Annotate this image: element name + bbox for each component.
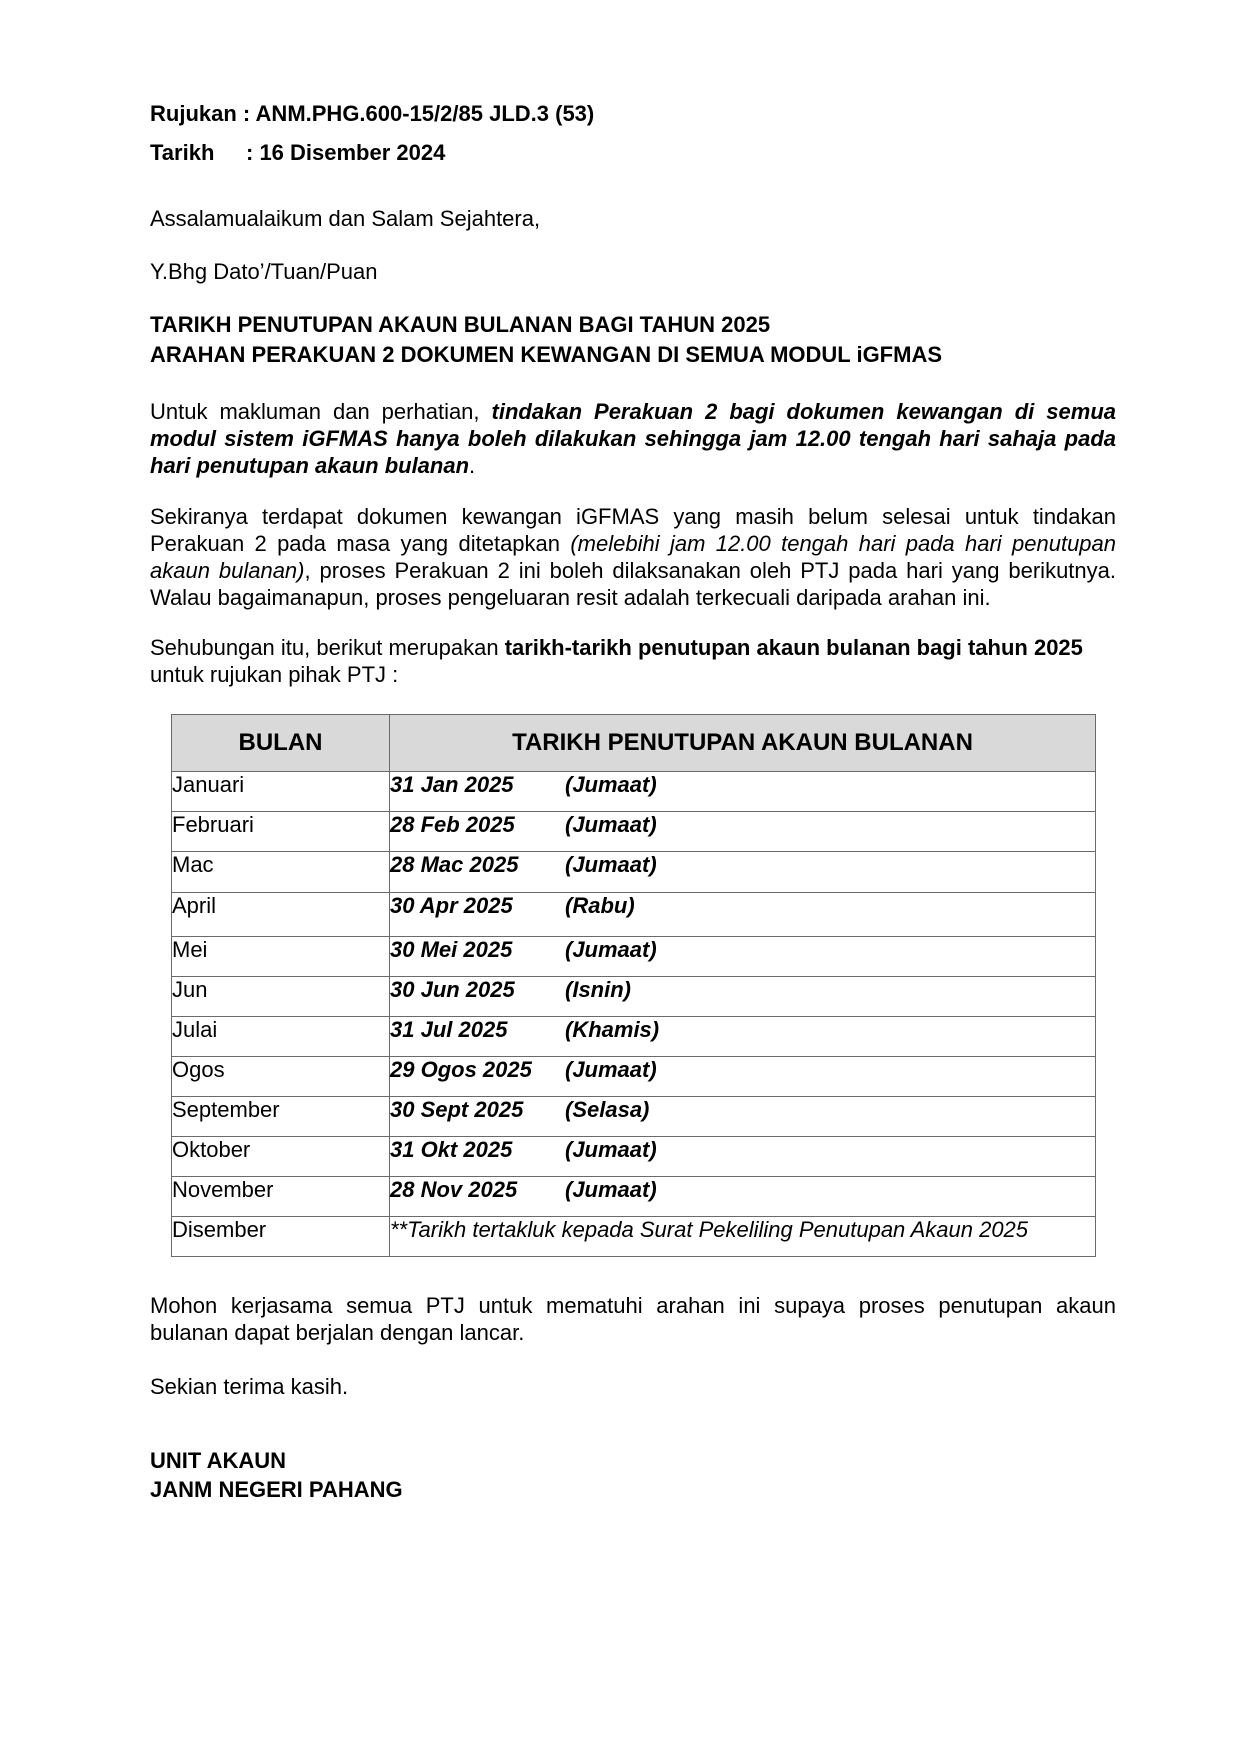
closing-weekday: (Isnin) (565, 977, 631, 1002)
paragraph-2-italic: (melebihi jam 12.00 tengah hari pada hari penutupan akaun bulanan) (150, 531, 1117, 583)
table-row (172, 1217, 1096, 1257)
closing-weekday: (Jumaat) (565, 1137, 657, 1162)
paragraph-1 (150, 398, 1116, 479)
table-row (172, 772, 1096, 812)
month-cell: Januari (172, 772, 390, 812)
closing-date: 30 Jun 2025 (390, 977, 515, 1002)
date-line (150, 139, 1116, 166)
subject-line-1: TARIKH PENUTUPAN AKAUN BULANAN BAGI TAHUN 2025 (150, 312, 771, 337)
signature-unit: UNIT AKAUN (150, 1448, 287, 1473)
salutation: Y.Bhg Dato’/Tuan/Puan (150, 259, 378, 284)
paragraph-2-part2: , proses Perakuan 2 ini boleh dilaksanakan oleh PTJ pada hari yang berikutnya. Walau bagaimanapun, proses pengeluaran resit adalah terkecuali daripada arahan ini. (150, 558, 1116, 610)
closing-date-cell (390, 1097, 1096, 1137)
table-row (172, 1177, 1096, 1217)
month-cell: Jun (172, 977, 390, 1017)
closing-weekday: (Jumaat) (565, 772, 657, 797)
reference-value: : ANM.PHG.600-15/2/85 JLD.3 (53) (242, 101, 595, 126)
month-cell: Mei (172, 937, 390, 977)
month-cell: Disember (172, 1217, 390, 1257)
closing-date-cell (390, 1137, 1096, 1177)
closing-date-note: **Tarikh tertakluk kepada Surat Pekeliling Penutupan Akaun 2025 (390, 1217, 1096, 1257)
reference-line (150, 100, 1116, 127)
table-row (172, 812, 1096, 852)
month-cell: Julai (172, 1017, 390, 1057)
table-body (172, 772, 1096, 1257)
paragraph-1-emphasis: tindakan Perakuan 2 bagi dokumen kewangan di semua modul sistem iGFMAS hanya boleh dilakukan sehingga jam 12.00 tengah hari sahaja pada hari penutupan akaun bulanan (150, 399, 1116, 478)
month-cell: Mac (172, 852, 390, 893)
table-row (172, 1137, 1096, 1177)
closing-date: 30 Mei 2025 (390, 937, 513, 962)
paragraph-2-part1: Sekiranya terdapat dokumen kewangan iGFMAS yang masih belum selesai untuk tindakan Perakuan 2 pada masa yang ditetapkan (150, 504, 1116, 556)
closing-paragraph: Mohon kerjasama semua PTJ untuk mematuhi arahan ini supaya proses penutupan akaun bulanan dapat berjalan dengan lancar. (150, 1293, 1116, 1345)
closing-weekday: (Jumaat) (565, 812, 657, 837)
paragraph-3 (150, 634, 1116, 688)
closing-date: 31 Jul 2025 (390, 1017, 508, 1042)
month-cell: Februari (172, 812, 390, 852)
closing-date-cell (390, 1017, 1096, 1057)
closing-weekday: (Selasa) (565, 1097, 650, 1122)
closing-dates-table (171, 714, 1096, 1257)
closing-date: 28 Mac 2025 (390, 852, 519, 877)
table-row (172, 1017, 1096, 1057)
greeting: Assalamualaikum dan Salam Sejahtera, (150, 206, 541, 231)
date-label: Tarikh (150, 140, 215, 165)
table-header-row (172, 715, 1096, 772)
paragraph-3-end: untuk rujukan pihak PTJ : (150, 662, 399, 687)
closing-weekday: (Jumaat) (565, 937, 657, 962)
closing-date: 31 Jan 2025 (390, 772, 514, 797)
table-row (172, 1097, 1096, 1137)
closing-date: 30 Apr 2025 (390, 893, 513, 918)
table-row (172, 852, 1096, 893)
header-month: BULAN (172, 715, 390, 772)
closing-weekday: (Khamis) (565, 1017, 660, 1042)
closing-date-cell (390, 852, 1096, 893)
closing-date-cell (390, 1177, 1096, 1217)
closing-date: 31 Okt 2025 (390, 1137, 513, 1162)
paragraph-3-intro: Sehubungan itu, berikut merupakan (150, 635, 505, 660)
date-value: : 16 Disember 2024 (246, 140, 446, 165)
paragraph-2 (150, 503, 1116, 611)
closing-date-cell (390, 812, 1096, 852)
closing-date-cell (390, 937, 1096, 977)
table-row (172, 977, 1096, 1017)
closing-date-cell (390, 893, 1096, 937)
closing-weekday: (Jumaat) (565, 852, 657, 877)
month-cell: April (172, 893, 390, 937)
paragraph-1-end: . (469, 453, 476, 478)
closing-date-cell (390, 1057, 1096, 1097)
reference-label: Rujukan (150, 101, 237, 126)
closing-date: 29 Ogos 2025 (390, 1057, 532, 1082)
closing-date-cell (390, 772, 1096, 812)
closing-date-cell (390, 977, 1096, 1017)
paragraph-1-intro: Untuk makluman dan perhatian, (150, 399, 492, 424)
month-cell: November (172, 1177, 390, 1217)
table-row (172, 893, 1096, 937)
closing-weekday: (Jumaat) (565, 1177, 657, 1202)
month-cell: Ogos (172, 1057, 390, 1097)
thanks-line: Sekian terima kasih. (150, 1374, 349, 1399)
closing-weekday: (Jumaat) (565, 1057, 657, 1082)
subject-line-2: ARAHAN PERAKUAN 2 DOKUMEN KEWANGAN DI SEMUA MODUL iGFMAS (150, 342, 943, 367)
month-cell: September (172, 1097, 390, 1137)
table-row (172, 937, 1096, 977)
closing-date: 30 Sept 2025 (390, 1097, 524, 1122)
signature-office: JANM NEGERI PAHANG (150, 1477, 403, 1502)
closing-date: 28 Nov 2025 (390, 1177, 518, 1202)
closing-weekday: (Rabu) (565, 893, 635, 918)
paragraph-3-bold: tarikh-tarikh penutupan akaun bulanan bagi tahun 2025 (504, 635, 1083, 660)
header-closing-date: TARIKH PENUTUPAN AKAUN BULANAN (390, 715, 1096, 772)
table-row (172, 1057, 1096, 1097)
closing-date: 28 Feb 2025 (390, 812, 515, 837)
month-cell: Oktober (172, 1137, 390, 1177)
